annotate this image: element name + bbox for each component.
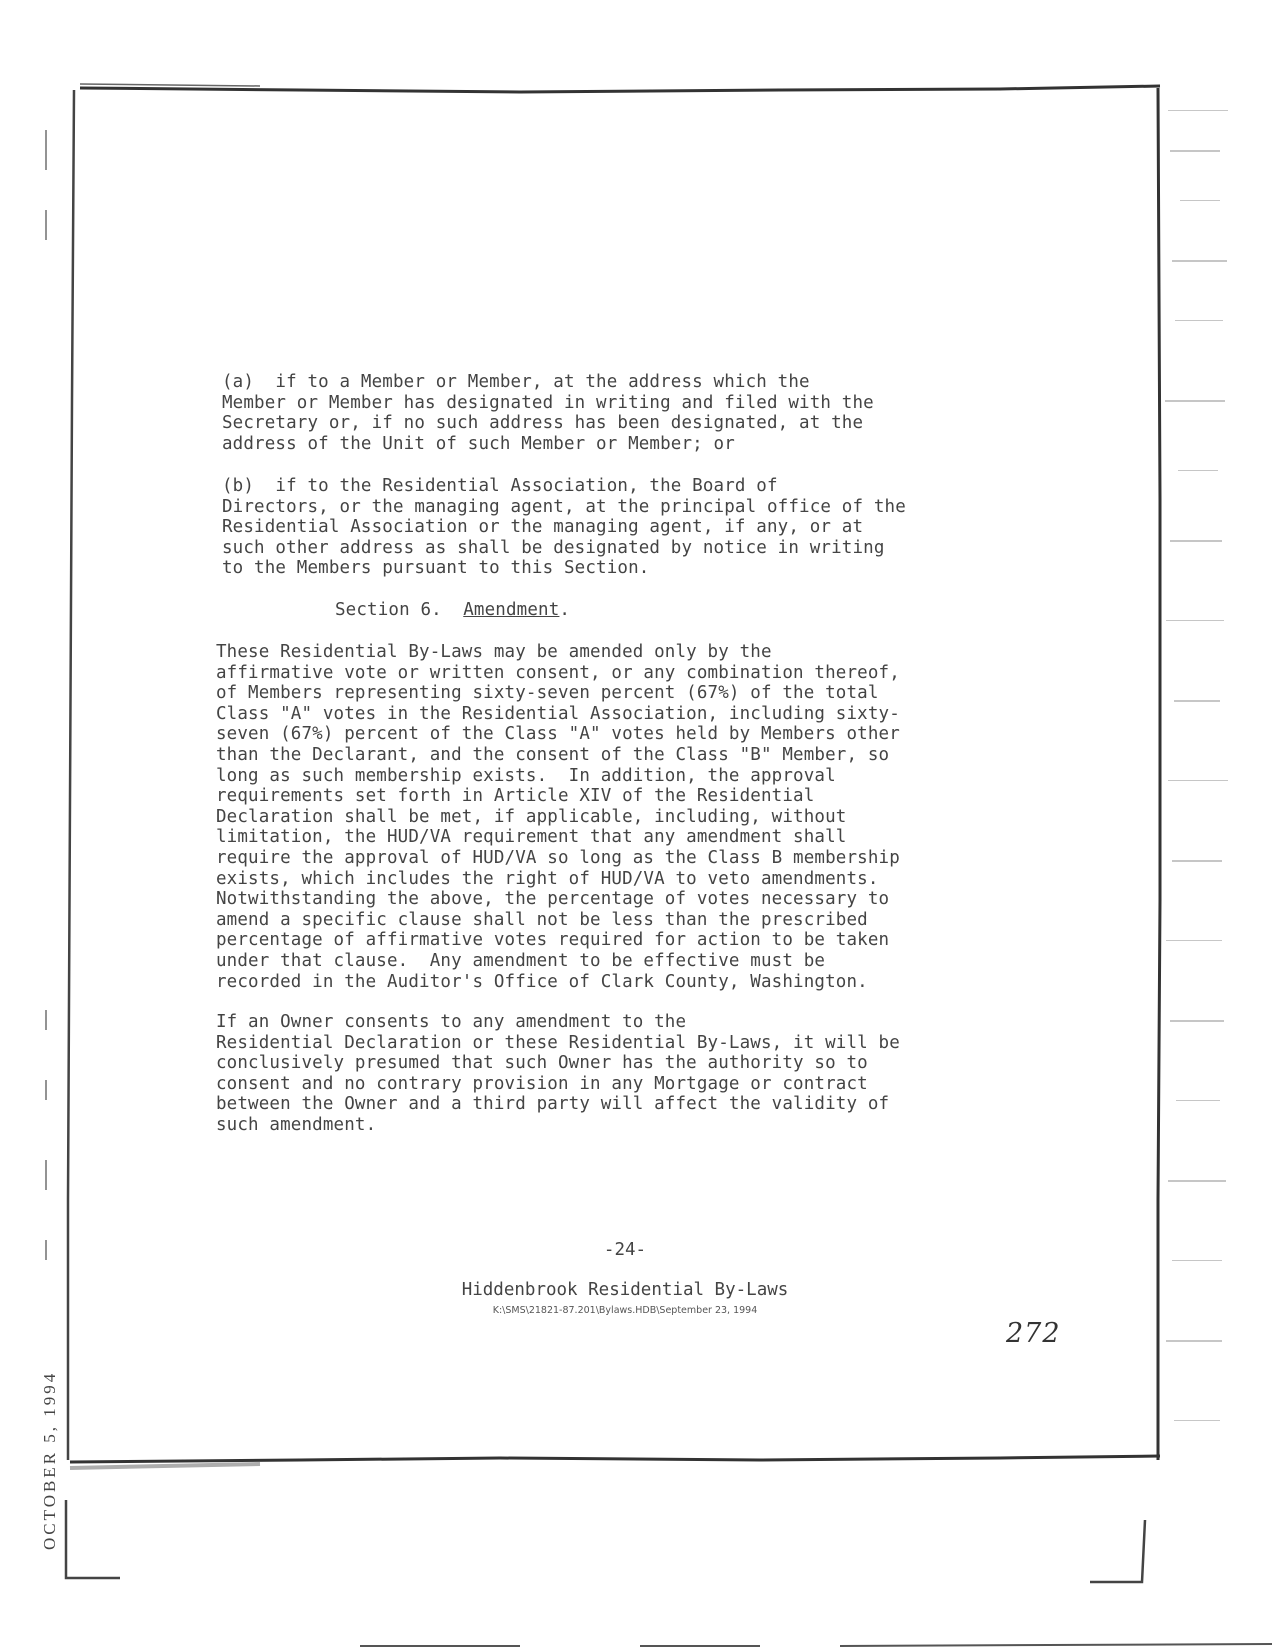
paragraph-owner-consent: If an Owner consents to any amendment to the Residential Declaration or these Residential By-Laws, it will be conclusively presumed that such Owner has the authority so to consent and no contrary provision in any Mortgage or contract between the Owner and a third party will affect the validity of such amendment. bbox=[216, 1012, 900, 1135]
page-number: -24- bbox=[603, 1240, 647, 1260]
section-title: Amendment bbox=[463, 600, 560, 620]
paragraph-a: (a) if to a Member or Member, at the address which the Member or Member has designated in writing and filed with the Secretary or, if no such address has been designated, at the address of the Unit of such Member or Member; or bbox=[222, 372, 874, 454]
section-label: Section 6. bbox=[335, 600, 442, 620]
section-heading: Section 6. Amendment. bbox=[335, 600, 571, 620]
side-date-stamp: OCTOBER 5, 1994 bbox=[40, 1370, 59, 1550]
footer-file-path: K:\SMS\21821-87.201\Bylaws.HDB\September 23, 1994 bbox=[492, 1305, 758, 1316]
paragraph-b: (b) if to the Residential Association, the Board of Directors, or the managing agent, at the principal office of the Residential Association or the managing agent, if any, or at such other address as shall be designated by notice in writing to the Members pursuant to this Section. bbox=[222, 476, 906, 579]
paragraph-amendment: These Residential By-Laws may be amended only by the affirmative vote or written consent, or any combination thereof, of Members representing sixty-seven percent (67%) of the total Class "A" votes in the Residential Association, including sixty- seven (67%) percent of the Class "A" votes held by Members other than the Declarant, and the consent of the Class "B" Member, so long as such membership exists. In addition, the approval requirements set forth in Article XIV of the Residential Declaration shall be met, if applicable, including, without limitation, the HUD/VA requirement that any amendment shall require the approval of HUD/VA so long as the Class B membership exists, which includes the right of HUD/VA to veto amendments. Notwithstanding the above, the percentage of votes necessary to amend a specific clause shall not be less than the prescribed percentage of affirmative votes required for action to be taken under that clause. Any amendment to be effective must be recorded in the Auditor's Office of Clark County, Washington. bbox=[216, 642, 900, 992]
footer-title: Hiddenbrook Residential By-Laws bbox=[461, 1280, 789, 1300]
handwritten-page-number: 272 bbox=[1006, 1318, 1061, 1349]
